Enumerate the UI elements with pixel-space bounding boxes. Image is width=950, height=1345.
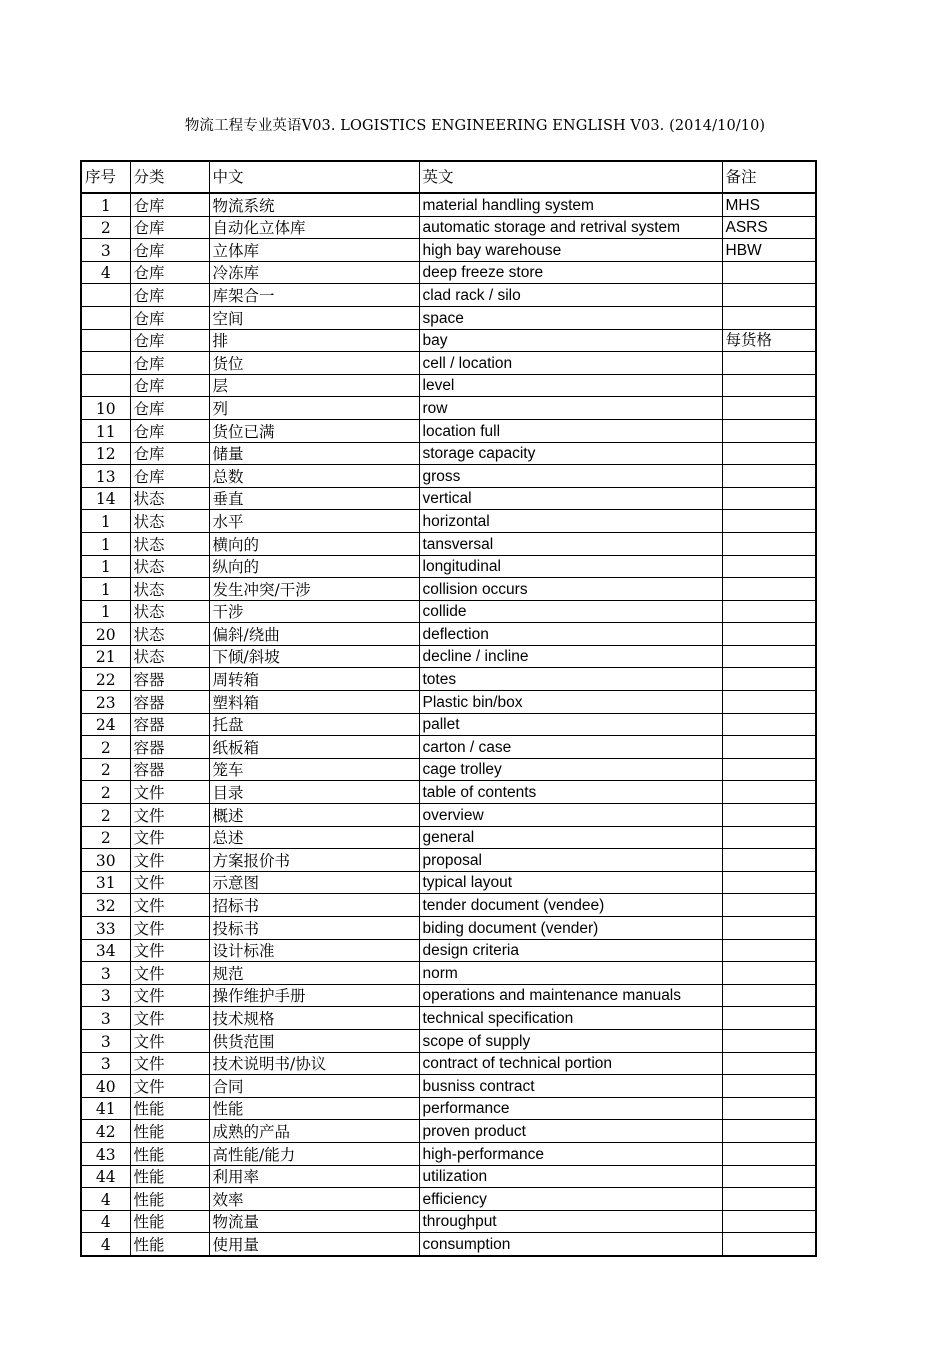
table-row: [81, 239, 816, 262]
cell-english: longitudinal: [419, 555, 722, 578]
table-row: [81, 917, 816, 940]
cell-category: 仓库: [130, 419, 209, 442]
cell-category: 文件: [130, 1052, 209, 1075]
cell-category: 文件: [130, 804, 209, 827]
table-row: [81, 374, 816, 397]
cell-idx: 3: [81, 1029, 130, 1052]
table-row: [81, 736, 816, 759]
cell-idx: 12: [81, 442, 130, 465]
cell-idx: 44: [81, 1165, 130, 1188]
cell-note: [722, 962, 816, 985]
cell-category: 文件: [130, 984, 209, 1007]
cell-note: MHS: [722, 193, 816, 216]
cell-category: 状态: [130, 578, 209, 601]
cell-category: 文件: [130, 1075, 209, 1098]
cell-category: 性能: [130, 1233, 209, 1256]
cell-idx: 11: [81, 419, 130, 442]
cell-note: [722, 578, 816, 601]
cell-category: 仓库: [130, 329, 209, 352]
table-row: [81, 532, 816, 555]
cell-idx: 21: [81, 645, 130, 668]
table-row: [81, 804, 816, 827]
cell-idx: [81, 374, 130, 397]
cell-english: horizontal: [419, 510, 722, 533]
cell-note: [722, 668, 816, 691]
cell-chinese: 塑料箱: [209, 691, 419, 714]
cell-english: bay: [419, 329, 722, 352]
cell-category: 文件: [130, 871, 209, 894]
cell-english: overview: [419, 804, 722, 827]
cell-english: throughput: [419, 1210, 722, 1233]
cell-chinese: 示意图: [209, 871, 419, 894]
cell-category: 状态: [130, 555, 209, 578]
table-row: [81, 193, 816, 216]
header-note: 备注: [722, 161, 816, 193]
cell-chinese: 成熟的产品: [209, 1120, 419, 1143]
cell-chinese: 招标书: [209, 894, 419, 917]
cell-idx: 32: [81, 894, 130, 917]
table-row: [81, 1210, 816, 1233]
cell-category: 文件: [130, 826, 209, 849]
cell-note: [722, 284, 816, 307]
table-row: [81, 623, 816, 646]
cell-idx: 3: [81, 1007, 130, 1030]
cell-note: [722, 510, 816, 533]
cell-note: [722, 1097, 816, 1120]
glossary-table: [80, 160, 817, 1257]
cell-chinese: 高性能/能力: [209, 1142, 419, 1165]
cell-chinese: 利用率: [209, 1165, 419, 1188]
cell-english: carton / case: [419, 736, 722, 759]
cell-english: proposal: [419, 849, 722, 872]
cell-chinese: 效率: [209, 1188, 419, 1211]
cell-category: 文件: [130, 894, 209, 917]
cell-category: 仓库: [130, 239, 209, 262]
cell-category: 文件: [130, 781, 209, 804]
table-row: [81, 1142, 816, 1165]
cell-chinese: 方案报价书: [209, 849, 419, 872]
cell-english: design criteria: [419, 939, 722, 962]
cell-english: space: [419, 306, 722, 329]
cell-note: [722, 804, 816, 827]
cell-category: 文件: [130, 1029, 209, 1052]
cell-chinese: 设计标准: [209, 939, 419, 962]
cell-note: [722, 1165, 816, 1188]
cell-idx: 3: [81, 962, 130, 985]
cell-english: table of contents: [419, 781, 722, 804]
cell-category: 状态: [130, 487, 209, 510]
cell-chinese: 垂直: [209, 487, 419, 510]
cell-chinese: 概述: [209, 804, 419, 827]
cell-category: 仓库: [130, 306, 209, 329]
cell-idx: 4: [81, 1233, 130, 1256]
cell-english: storage capacity: [419, 442, 722, 465]
cell-english: proven product: [419, 1120, 722, 1143]
cell-note: [722, 984, 816, 1007]
cell-idx: 33: [81, 917, 130, 940]
cell-idx: 2: [81, 781, 130, 804]
cell-category: 仓库: [130, 193, 209, 216]
cell-idx: 3: [81, 239, 130, 262]
cell-english: high bay warehouse: [419, 239, 722, 262]
cell-note: [722, 397, 816, 420]
cell-note: [722, 1052, 816, 1075]
cell-english: efficiency: [419, 1188, 722, 1211]
cell-category: 状态: [130, 532, 209, 555]
cell-category: 性能: [130, 1097, 209, 1120]
cell-idx: 4: [81, 261, 130, 284]
table-row: [81, 691, 816, 714]
cell-english: deep freeze store: [419, 261, 722, 284]
cell-idx: 1: [81, 510, 130, 533]
cell-chinese: 纸板箱: [209, 736, 419, 759]
cell-chinese: 笼车: [209, 758, 419, 781]
cell-idx: 41: [81, 1097, 130, 1120]
cell-idx: 42: [81, 1120, 130, 1143]
cell-note: [722, 306, 816, 329]
cell-idx: [81, 306, 130, 329]
cell-chinese: 水平: [209, 510, 419, 533]
cell-idx: 2: [81, 826, 130, 849]
cell-chinese: 总述: [209, 826, 419, 849]
cell-category: 仓库: [130, 397, 209, 420]
cell-idx: 1: [81, 532, 130, 555]
table-row: [81, 1007, 816, 1030]
table-row: [81, 826, 816, 849]
cell-note: [722, 781, 816, 804]
table-row: [81, 758, 816, 781]
glossary-body: [81, 161, 816, 1256]
cell-english: row: [419, 397, 722, 420]
cell-english: high-performance: [419, 1142, 722, 1165]
table-row: [81, 261, 816, 284]
table-row: [81, 419, 816, 442]
cell-note: [722, 442, 816, 465]
table-row: [81, 487, 816, 510]
cell-idx: 13: [81, 465, 130, 488]
cell-idx: 2: [81, 804, 130, 827]
cell-english: technical specification: [419, 1007, 722, 1030]
cell-category: 仓库: [130, 374, 209, 397]
cell-note: [722, 871, 816, 894]
cell-chinese: 冷冻库: [209, 261, 419, 284]
cell-chinese: 供货范围: [209, 1029, 419, 1052]
cell-english: collide: [419, 600, 722, 623]
cell-chinese: 规范: [209, 962, 419, 985]
table-row: [81, 645, 816, 668]
cell-idx: 1: [81, 600, 130, 623]
cell-note: ASRS: [722, 216, 816, 239]
cell-note: [722, 894, 816, 917]
cell-idx: 3: [81, 984, 130, 1007]
table-row: [81, 284, 816, 307]
cell-category: 状态: [130, 623, 209, 646]
cell-english: deflection: [419, 623, 722, 646]
table-row: [81, 984, 816, 1007]
cell-idx: 23: [81, 691, 130, 714]
table-row: [81, 510, 816, 533]
table-row: [81, 306, 816, 329]
cell-chinese: 目录: [209, 781, 419, 804]
cell-note: [722, 465, 816, 488]
cell-chinese: 排: [209, 329, 419, 352]
cell-idx: [81, 352, 130, 375]
cell-idx: 3: [81, 1052, 130, 1075]
cell-english: location full: [419, 419, 722, 442]
cell-chinese: 物流量: [209, 1210, 419, 1233]
cell-english: material handling system: [419, 193, 722, 216]
cell-chinese: 合同: [209, 1075, 419, 1098]
cell-note: [722, 645, 816, 668]
cell-note: [722, 1029, 816, 1052]
cell-note: [722, 419, 816, 442]
cell-note: [722, 826, 816, 849]
table-row: [81, 216, 816, 239]
cell-note: [722, 374, 816, 397]
cell-idx: 1: [81, 578, 130, 601]
cell-english: general: [419, 826, 722, 849]
cell-category: 容器: [130, 758, 209, 781]
cell-english: vertical: [419, 487, 722, 510]
cell-chinese: 物流系统: [209, 193, 419, 216]
table-row: [81, 871, 816, 894]
cell-idx: 1: [81, 193, 130, 216]
cell-category: 状态: [130, 600, 209, 623]
cell-english: decline / incline: [419, 645, 722, 668]
table-row: [81, 713, 816, 736]
table-row: [81, 849, 816, 872]
cell-chinese: 层: [209, 374, 419, 397]
cell-category: 文件: [130, 917, 209, 940]
cell-idx: 1: [81, 555, 130, 578]
table-row: [81, 442, 816, 465]
table-row: [81, 397, 816, 420]
cell-idx: 4: [81, 1210, 130, 1233]
cell-note: [722, 1007, 816, 1030]
cell-english: cell / location: [419, 352, 722, 375]
cell-note: HBW: [722, 239, 816, 262]
cell-note: [722, 1188, 816, 1211]
table-row: [81, 1165, 816, 1188]
cell-chinese: 储量: [209, 442, 419, 465]
cell-category: 文件: [130, 939, 209, 962]
cell-note: [722, 758, 816, 781]
cell-note: [722, 1075, 816, 1098]
header-english: 英文: [419, 161, 722, 193]
cell-chinese: 空间: [209, 306, 419, 329]
table-row: [81, 555, 816, 578]
cell-note: [722, 555, 816, 578]
cell-note: 每货格: [722, 329, 816, 352]
cell-category: 性能: [130, 1120, 209, 1143]
cell-category: 容器: [130, 691, 209, 714]
header-chinese: 中文: [209, 161, 419, 193]
cell-english: collision occurs: [419, 578, 722, 601]
cell-chinese: 立体库: [209, 239, 419, 262]
cell-category: 文件: [130, 849, 209, 872]
cell-english: operations and maintenance manuals: [419, 984, 722, 1007]
page-title: 物流工程专业英语V03. LOGISTICS ENGINEERING ENGLISH V03. (2014/10/10): [184, 118, 766, 134]
cell-note: [722, 1233, 816, 1256]
cell-note: [722, 532, 816, 555]
table-row: [81, 352, 816, 375]
cell-chinese: 列: [209, 397, 419, 420]
cell-chinese: 技术规格: [209, 1007, 419, 1030]
cell-idx: [81, 329, 130, 352]
cell-english: scope of supply: [419, 1029, 722, 1052]
cell-english: performance: [419, 1097, 722, 1120]
cell-chinese: 自动化立体库: [209, 216, 419, 239]
cell-english: utilization: [419, 1165, 722, 1188]
cell-category: 仓库: [130, 261, 209, 284]
cell-chinese: 纵向的: [209, 555, 419, 578]
cell-english: busniss contract: [419, 1075, 722, 1098]
cell-note: [722, 1120, 816, 1143]
cell-note: [722, 691, 816, 714]
cell-english: norm: [419, 962, 722, 985]
cell-english: totes: [419, 668, 722, 691]
table-row: [81, 939, 816, 962]
cell-idx: 24: [81, 713, 130, 736]
cell-english: tansversal: [419, 532, 722, 555]
cell-chinese: 下倾/斜坡: [209, 645, 419, 668]
cell-idx: 31: [81, 871, 130, 894]
cell-chinese: 托盘: [209, 713, 419, 736]
cell-chinese: 操作维护手册: [209, 984, 419, 1007]
cell-category: 文件: [130, 962, 209, 985]
cell-english: Plastic bin/box: [419, 691, 722, 714]
cell-category: 容器: [130, 736, 209, 759]
cell-idx: 10: [81, 397, 130, 420]
table-row: [81, 329, 816, 352]
cell-english: consumption: [419, 1233, 722, 1256]
cell-category: 性能: [130, 1188, 209, 1211]
cell-chinese: 货位: [209, 352, 419, 375]
cell-category: 仓库: [130, 465, 209, 488]
cell-note: [722, 939, 816, 962]
cell-english: cage trolley: [419, 758, 722, 781]
cell-idx: 43: [81, 1142, 130, 1165]
table-row: [81, 465, 816, 488]
table-row: [81, 668, 816, 691]
cell-english: automatic storage and retrival system: [419, 216, 722, 239]
cell-category: 状态: [130, 510, 209, 533]
cell-category: 仓库: [130, 352, 209, 375]
cell-chinese: 技术说明书/协议: [209, 1052, 419, 1075]
cell-chinese: 发生冲突/干涉: [209, 578, 419, 601]
cell-category: 仓库: [130, 216, 209, 239]
cell-category: 性能: [130, 1210, 209, 1233]
cell-chinese: 投标书: [209, 917, 419, 940]
table-header-row: [81, 161, 816, 193]
cell-idx: 2: [81, 758, 130, 781]
cell-note: [722, 849, 816, 872]
cell-english: contract of technical portion: [419, 1052, 722, 1075]
table-row: [81, 1097, 816, 1120]
header-category: 分类: [130, 161, 209, 193]
cell-chinese: 横向的: [209, 532, 419, 555]
cell-note: [722, 1142, 816, 1165]
table-row: [81, 1233, 816, 1256]
cell-note: [722, 736, 816, 759]
table-row: [81, 1188, 816, 1211]
cell-english: typical layout: [419, 871, 722, 894]
cell-note: [722, 261, 816, 284]
table-row: [81, 578, 816, 601]
cell-idx: 14: [81, 487, 130, 510]
cell-note: [722, 487, 816, 510]
cell-english: tender document (vendee): [419, 894, 722, 917]
header-idx: 序号: [81, 161, 130, 193]
table-row: [81, 781, 816, 804]
table-row: [81, 962, 816, 985]
cell-english: pallet: [419, 713, 722, 736]
cell-idx: 2: [81, 216, 130, 239]
cell-category: 性能: [130, 1165, 209, 1188]
cell-idx: 34: [81, 939, 130, 962]
cell-chinese: 使用量: [209, 1233, 419, 1256]
table-row: [81, 1029, 816, 1052]
cell-category: 容器: [130, 713, 209, 736]
cell-category: 性能: [130, 1142, 209, 1165]
cell-category: 容器: [130, 668, 209, 691]
cell-chinese: 货位已满: [209, 419, 419, 442]
cell-idx: [81, 284, 130, 307]
cell-chinese: 总数: [209, 465, 419, 488]
cell-note: [722, 623, 816, 646]
cell-idx: 4: [81, 1188, 130, 1211]
cell-english: biding document (vender): [419, 917, 722, 940]
cell-note: [722, 352, 816, 375]
table-row: [81, 894, 816, 917]
cell-idx: 22: [81, 668, 130, 691]
cell-chinese: 库架合一: [209, 284, 419, 307]
cell-idx: 30: [81, 849, 130, 872]
cell-category: 仓库: [130, 284, 209, 307]
table-row: [81, 1120, 816, 1143]
cell-note: [722, 600, 816, 623]
cell-english: clad rack / silo: [419, 284, 722, 307]
cell-chinese: 周转箱: [209, 668, 419, 691]
cell-note: [722, 917, 816, 940]
cell-chinese: 性能: [209, 1097, 419, 1120]
table-row: [81, 1052, 816, 1075]
table-row: [81, 1075, 816, 1098]
cell-category: 文件: [130, 1007, 209, 1030]
cell-note: [722, 713, 816, 736]
cell-note: [722, 1210, 816, 1233]
cell-chinese: 干涉: [209, 600, 419, 623]
cell-category: 状态: [130, 645, 209, 668]
cell-chinese: 偏斜/绕曲: [209, 623, 419, 646]
cell-idx: 40: [81, 1075, 130, 1098]
cell-idx: 20: [81, 623, 130, 646]
cell-english: gross: [419, 465, 722, 488]
table-row: [81, 600, 816, 623]
cell-english: level: [419, 374, 722, 397]
cell-idx: 2: [81, 736, 130, 759]
cell-category: 仓库: [130, 442, 209, 465]
